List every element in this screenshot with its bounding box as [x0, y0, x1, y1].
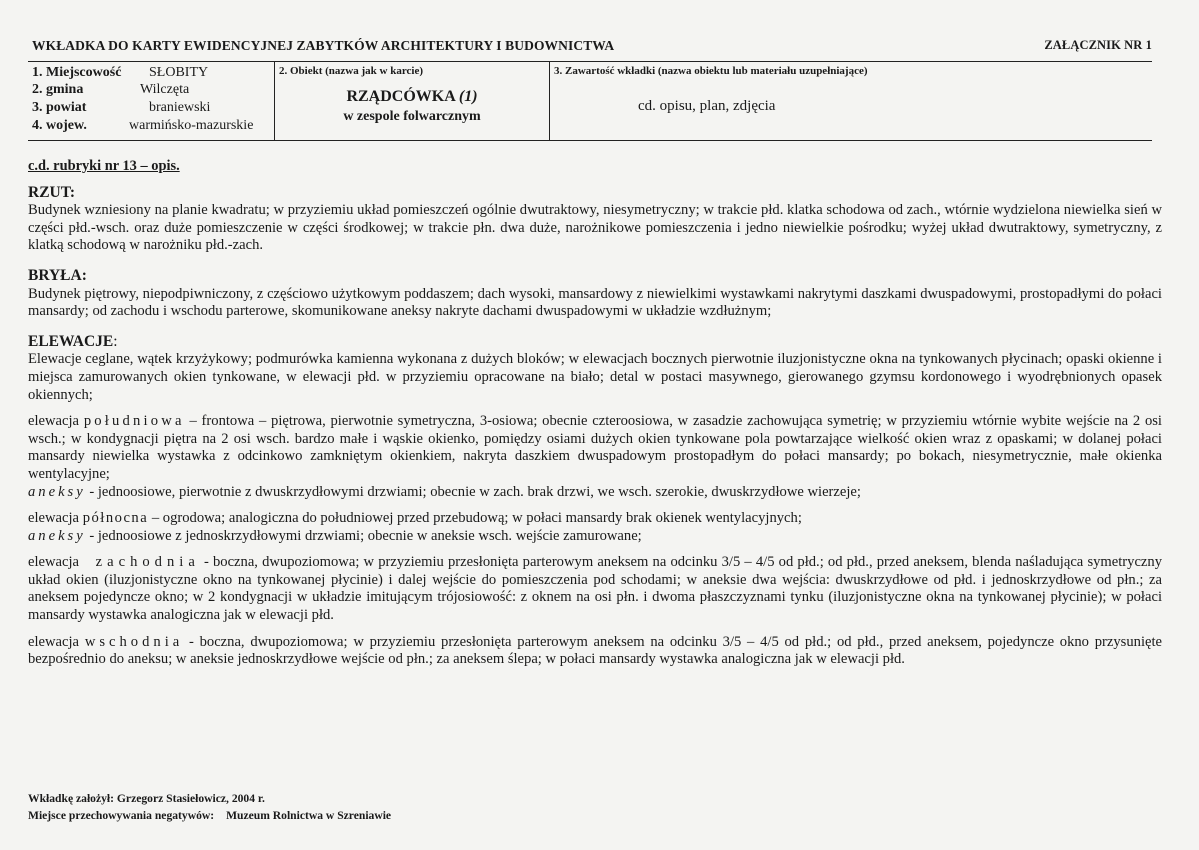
object-header: 2. Obiekt (nazwa jak w karcie) [279, 65, 424, 77]
contents-header: 3. Zawartość wkładki (nazwa obiektu lub materiału uzupełniające) [554, 65, 868, 77]
rzut-heading: RZUT: [28, 183, 76, 201]
document-header [32, 38, 1152, 54]
elewacje-heading: ELEWACJE: [28, 332, 118, 350]
location-row-commune: 2. gmina Wilczęta [32, 82, 190, 97]
object-name: RZĄDCÓWKA (1) [346, 88, 478, 105]
object-cell [275, 62, 550, 140]
location-cell [28, 62, 275, 140]
storage-line: Miejsce przechowywania negatywów: Muzeum Rolnictwa w Szreniawie [28, 809, 392, 822]
object-number: (1) [458, 88, 478, 105]
location-row-town: 1. Miejscowość SŁOBITY [32, 65, 209, 80]
author-line: Wkładkę założył: Grzegorz Stasiełowicz, 2004 r. [28, 792, 265, 805]
bryla-text: Budynek piętrowy, niepodpiwniczony, z częściowo użytkowym poddaszem; dach wysoki, mansardowy z niewielkimi wystawkami nakrytymi daszkami dwuspadowymi, prostopadłymi do połaci mansardy; od zachodu i wschodu parterowe, skomunikowane aneksy nakryte dachami dwuspadowymi w układzie wzdłużnym; [28, 285, 1162, 320]
rzut-text: Budynek wzniesiony na planie kwadratu; w przyziemiu układ pomieszczeń ogólnie dwutraktowy, niesymetryczny; w trakcie płd. klatka schodowa od zach., wtórnie wydzielona niewielka sień w części płd.-wsch. oraz duże pomieszczenie w części środkowej; w trakcie płn. dwa duże, narożnikowe pomieszczenia i jedno niewielkie pośrodku; wyżej układ dwutraktowy, symetryczny, z klatką schodową w narożniku płd.-zach. [28, 202, 1162, 254]
header-table [28, 61, 1152, 141]
contents-cell [550, 62, 1152, 140]
document-footer [28, 790, 391, 824]
section-reference: c.d. rubryki nr 13 – opis. [28, 158, 180, 174]
elewacje-intro: Elewacje ceglane, wątek krzyżykowy; podmurówka kamienna wykonana z dużych bloków; w elewacjach bocznych pierwotnie iluzjonistyczne okna na tynkowanych płycinach; opaski okienne i miejsca zamurowanych okien tynkowane, w elewacji płd. w przyziemiu opracowane na biało; detal w postaci masywnego, gierowanego gzymsu kordonowego i wyodrębnionych opasek okiennych; [28, 351, 1162, 403]
location-row-province: 4. wojew. warmińsko-mazurskie [32, 118, 254, 133]
elevation-south: elewacja południowa – frontowa – piętrowa, pierwotnie symetryczna, 3-osiowa; obecnie czteroosiowa, w zasadzie zachowująca symetrię; w przyziemiu wtórnie wybite wejście na 2 osi wsch.; w kondygnacji piętra na 2 osi wsch. bardzo małe i wąskie okienko, pomiędzy osiami dużych okien tynkowane pola powtarzające wielkość okien wraz z opaskami; w dolanej połaci mansardy niewielka wystawka z odcinkowo zamkniętym okienkiem, nakryta daszkiem dwuspadowym prostopadłym do połaci mansardy; po bokach, niesymetrycznie, małe okienka wentylacyjne; aneksy - jednoosiowe, pierwotnie z dwuskrzydłowymi drzwiami; obecnie w zach. brak drzwi, we wsch. szerokie, dwuskrzydłowe wierzeje; [28, 413, 1162, 500]
object-subtitle: w zespole folwarcznym [343, 109, 481, 124]
document-body [28, 158, 1162, 669]
document-title: WKŁADKA DO KARTY EWIDENCYJNEJ ZABYTKÓW ARCHITEKTURY I BUDOWNICTWA [32, 38, 615, 53]
elevation-north: elewacja północna – ogrodowa; analogiczna do południowej przed przebudową; w połaci mansardy brak okienek wentylacyjnych; aneksy - jednoosiowe z jednoskrzydłowymi drzwiami; obecnie w aneksie wsch. wejście zamurowane; [28, 510, 802, 544]
attachment-number: ZAŁĄCZNIK NR 1 [1044, 38, 1152, 52]
elevation-east: elewacja wschodnia - boczna, dwupoziomowa; w przyziemiu przesłonięta parterowym aneksem na odcinku 3/5 – 4/5 od płd.; od płd., przed aneksem, pojedyncze okno przysunięte bezpośrednio do aneksu; w aneksie jednoskrzydłowe wejście od płn.; za aneksem ślepa; w połaci mansardy wystawka analogiczna jak w elewacji płd. [28, 633, 1163, 668]
location-row-county: 3. powiat braniewski [32, 100, 211, 115]
elevation-west: elewacja zachodnia - boczna, dwupoziomowa; w przyziemiu przesłonięta parterowym aneksem na odcinku 3/5 – 4/5 od płd.; od płd., przed aneksem, blenda naśladująca symetryczny układ okien (iluzjonistyczne okno na tynkowanej płycinie) i dalej wejście do pomieszczenia pod schodami; w aneksie dwa wejścia: dwuskrzydłowe od płd. i jednoskrzydłowe od płn.; za aneksem pojedyncze okno; w 2 kondygnacji w układzie imitującym trójosiowość: z oknem na osi płn. i dwoma płaszczyznami tynku (iluzjonistyczne okna na tynkowanej płycinie); w połaci mansardy wystawka analogiczna jak w elewacji płd. [28, 554, 1163, 624]
bryla-heading: BRYŁA: [28, 266, 87, 284]
contents-value: cd. opisu, plan, zdjęcia [638, 98, 776, 114]
